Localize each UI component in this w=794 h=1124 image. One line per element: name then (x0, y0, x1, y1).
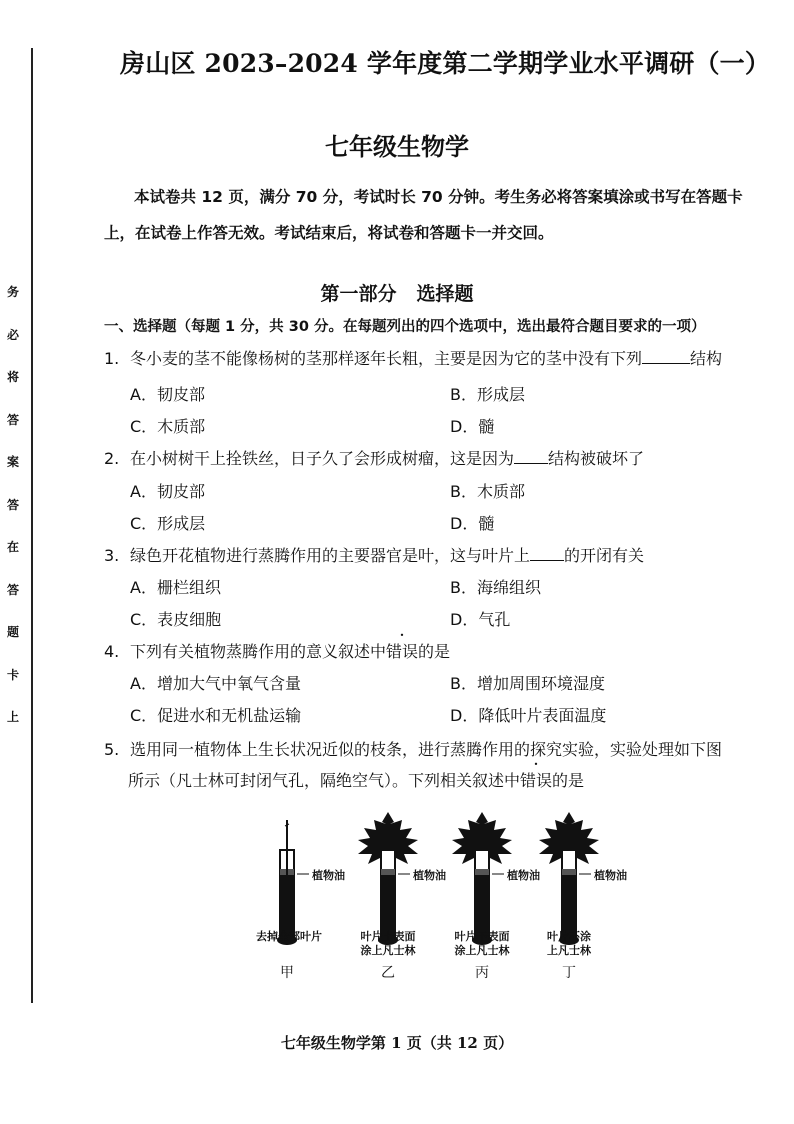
oil-label: 植物油 (507, 869, 540, 882)
exam-instructions: 本试卷共 12 页，满分 70 分，考试时长 70 分钟。考生务必将答案填涂或书写在答题卡上，在试卷上作答无效。考试结束后，将试卷和答题卡一并交回。 (104, 188, 743, 242)
answer-blank (514, 449, 548, 464)
question-stem-end: 结构被破坏了 (548, 449, 645, 468)
question-1 (104, 346, 784, 369)
answer-blank (530, 546, 564, 561)
side-notice-char: 务 (6, 285, 19, 299)
question-stem-end: 的是 (418, 642, 451, 661)
question-stem: 所示（凡士林可封闭气孔，隔绝空气）。下列相关叙述中 (128, 771, 521, 790)
page-footer: 七年级生物学第 1 页（共 12 页） (280, 1034, 514, 1052)
section-heading: 一、选择题（每题 1 分，共 30 分。在每题列出的四个选项中，选出最符合题目要求的一项） (104, 319, 706, 335)
side-notice-char: 答 (6, 582, 19, 597)
option-b: B．木质部 (450, 482, 525, 501)
option-c: C．形成层 (130, 514, 206, 533)
side-notice-char: 题 (6, 625, 19, 639)
caption-line: 涂上凡士林 (454, 944, 510, 957)
binding-margin-line (31, 48, 33, 1003)
question-stem: 选用同一植物体上生长状况近似的枝条，进行蒸腾作用的探究实验，实验处理如下图 (130, 740, 723, 759)
option-d: D．髓 (450, 417, 495, 436)
exam-subject: 七年级生物学 (325, 132, 469, 161)
question-number: 4. (104, 642, 120, 661)
setup-yi (358, 812, 418, 945)
setup-label: 丙 (475, 965, 489, 981)
oil-label: 植物油 (594, 869, 627, 882)
setup-label: 甲 (280, 965, 294, 981)
experiment-figure (240, 812, 640, 992)
question-stem-end: 结构 (690, 349, 723, 368)
side-notice-char: 答 (6, 412, 19, 427)
question-stem-end: 的开闭有关 (564, 546, 645, 565)
experiment-illustration (240, 812, 640, 992)
caption-line: 上凡士林 (547, 944, 591, 957)
exam-title: 房山区 2023–2024 学年度第二学期学业水平调研（一） (120, 49, 771, 78)
option-d: D．降低叶片表面温度 (450, 706, 607, 725)
option-b: B．海绵组织 (450, 578, 541, 597)
question-4 (104, 639, 784, 662)
option-a: A．韧皮部 (130, 482, 205, 501)
question-stem: 绿色开花植物进行蒸腾作用的主要器官是叶，这与叶片上 (130, 546, 531, 565)
option-c: C．表皮细胞 (130, 610, 222, 629)
side-notice-char: 将 (6, 370, 19, 384)
question-2 (104, 446, 784, 469)
question-number: 5. (104, 740, 120, 759)
caption-line: 叶片下表面 (454, 930, 510, 943)
part-label: 第一部分 (320, 283, 397, 305)
setup-label: 乙 (381, 965, 395, 981)
side-notice-char: 在 (6, 540, 19, 554)
question-number: 3. (104, 546, 120, 565)
caption-line: 去掉全部叶片 (256, 930, 322, 943)
caption-line: 叶片上表面 (360, 930, 416, 943)
question-3 (104, 543, 784, 566)
setup-jia (277, 820, 309, 945)
setup-ding (539, 812, 599, 945)
side-notice-char: 卡 (6, 667, 19, 682)
question-number: 1. (104, 349, 120, 368)
setup-caption (254, 930, 324, 944)
side-notice (4, 283, 22, 751)
setup-caption (358, 930, 418, 958)
side-notice-char: 上 (6, 710, 19, 724)
answer-blank (642, 349, 690, 364)
option-c: C．促进水和无机盐运输 (130, 706, 302, 725)
side-notice-char: 必 (6, 327, 19, 342)
option-a: A．栅栏组织 (130, 578, 221, 597)
part-title (0, 279, 794, 306)
question-number: 2. (104, 449, 120, 468)
option-a: A．增加大气中氧气含量 (130, 674, 301, 693)
side-notice-char: 答 (6, 497, 19, 512)
emphasis-word: 错误 (520, 771, 553, 790)
oil-label: 植物油 (413, 869, 446, 882)
setup-label: 丁 (562, 965, 576, 981)
caption-line: 叶片不涂 (547, 930, 591, 943)
option-d: D．髓 (450, 514, 495, 533)
question-stem: 在小树树干上拴铁丝，日子久了会形成树瘤，这是因为 (130, 449, 515, 468)
side-notice-char: 案 (6, 455, 19, 469)
setup-caption (539, 930, 599, 958)
question-5-line-2 (128, 768, 584, 791)
caption-line: 涂上凡士林 (360, 944, 416, 957)
setup-caption (452, 930, 512, 958)
option-b: B．形成层 (450, 385, 525, 404)
emphasis-word: 错误 (386, 642, 419, 661)
question-5 (104, 737, 784, 760)
option-c: C．木质部 (130, 417, 206, 436)
question-stem: 下列有关植物蒸腾作用的意义叙述中 (130, 642, 387, 661)
question-stem: 冬小麦的茎不能像杨树的茎那样逐年长粗，主要是因为它的茎中没有下列 (130, 349, 643, 368)
option-d: D．气孔 (450, 610, 511, 629)
setup-bing (452, 812, 512, 945)
oil-label: 植物油 (312, 869, 345, 882)
part-name: 选择题 (416, 283, 474, 305)
option-a: A．韧皮部 (130, 385, 205, 404)
question-stem-end: 的是 (552, 771, 585, 790)
option-b: B．增加周围环境湿度 (450, 674, 605, 693)
